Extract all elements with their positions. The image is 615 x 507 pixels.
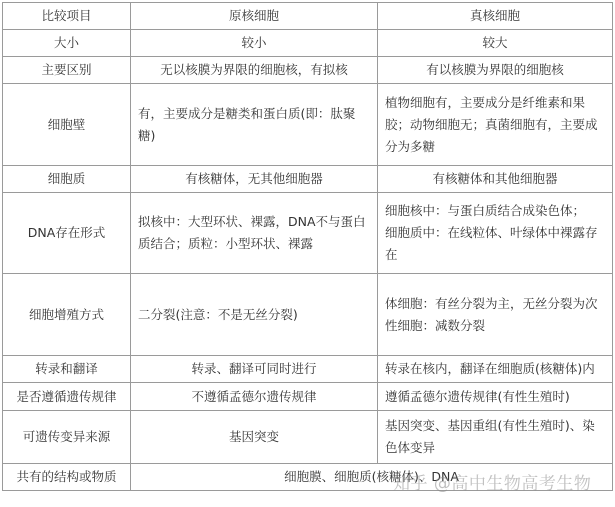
- table-row: [3, 274, 613, 356]
- table-row: [3, 84, 613, 166]
- row-label: 可遗传变异来源: [3, 411, 131, 464]
- common-structures-cell: 细胞膜、细胞质(核糖体)、DNA: [131, 464, 613, 491]
- table-row: [3, 464, 613, 491]
- prokaryote-cell: 基因突变: [131, 411, 378, 464]
- header-item: 比较项目: [3, 3, 131, 30]
- comparison-table: [2, 2, 613, 491]
- eukaryote-line: 细胞质中：在线粒体、叶绿体中裸露存在: [385, 225, 598, 262]
- prokaryote-cell: 二分裂(注意：不是无丝分裂): [131, 274, 378, 356]
- table-row: [3, 356, 613, 383]
- row-label: 细胞质: [3, 166, 131, 193]
- prokaryote-cell: 不遵循孟德尔遗传规律: [131, 383, 378, 411]
- prokaryote-cell: 拟核中：大型环状、裸露，DNA不与蛋白质结合；质粒：小型环状、裸露: [131, 193, 378, 274]
- row-label: 转录和翻译: [3, 356, 131, 383]
- prokaryote-cell: 转录、翻译可同时进行: [131, 356, 378, 383]
- eukaryote-cell: [378, 193, 613, 274]
- table-row: [3, 411, 613, 464]
- eukaryote-cell: 植物细胞有，主要成分是纤维素和果胶；动物细胞无；真菌细胞有，主要成分为多糖: [378, 84, 613, 166]
- eukaryote-cell: 有核糖体和其他细胞器: [378, 166, 613, 193]
- prokaryote-cell: 有核糖体，无其他细胞器: [131, 166, 378, 193]
- header-prokaryote: 原核细胞: [131, 3, 378, 30]
- table-header-row: [3, 3, 613, 30]
- row-label: 细胞壁: [3, 84, 131, 166]
- table-row: [3, 57, 613, 84]
- eukaryote-cell: 基因突变、基因重组(有性生殖时)、染色体变异: [378, 411, 613, 464]
- row-label: 主要区别: [3, 57, 131, 84]
- eukaryote-cell: 转录在核内，翻译在细胞质(核糖体)内: [378, 356, 613, 383]
- row-label: 大小: [3, 30, 131, 57]
- eukaryote-line: 细胞核中：与蛋白质结合成染色体；: [385, 203, 586, 218]
- table-row: [3, 193, 613, 274]
- eukaryote-line: 体细胞：有丝分裂为主，无丝分裂为次: [385, 295, 598, 311]
- eukaryote-cell: 有以核膜为界限的细胞核: [378, 57, 613, 84]
- eukaryote-cell: [378, 274, 613, 356]
- table-row: [3, 166, 613, 193]
- prokaryote-cell: 较小: [131, 30, 378, 57]
- watermark: 知乎 @高中生物高考生物: [393, 474, 592, 494]
- prokaryote-cell: 无以核膜为界限的细胞核，有拟核: [131, 57, 378, 84]
- eukaryote-cell: 较大: [378, 30, 613, 57]
- prokaryote-cell: 有，主要成分是糖类和蛋白质(即：肽聚糖): [131, 84, 378, 166]
- header-eukaryote: 真核细胞: [378, 3, 613, 30]
- row-label: DNA存在形式: [3, 193, 131, 274]
- row-label: 共有的结构或物质: [3, 464, 131, 491]
- table-row: [3, 30, 613, 57]
- eukaryote-cell: 遵循孟德尔遗传规律(有性生殖时): [378, 383, 613, 411]
- row-label: 细胞增殖方式: [3, 274, 131, 356]
- table-row: [3, 383, 613, 411]
- eukaryote-line: 性细胞：减数分裂: [385, 317, 486, 333]
- row-label: 是否遵循遗传规律: [3, 383, 131, 411]
